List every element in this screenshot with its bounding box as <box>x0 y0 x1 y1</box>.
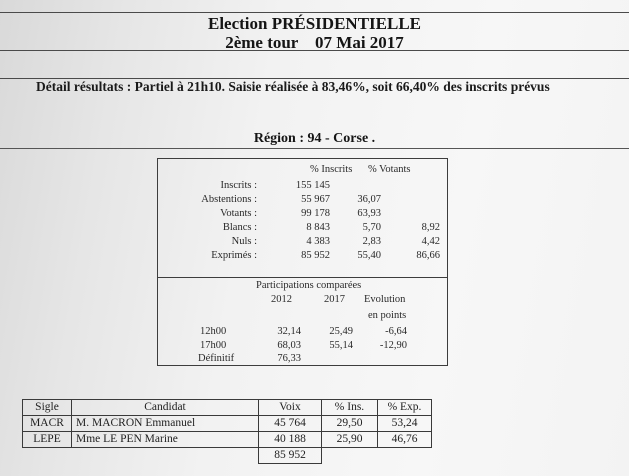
header-pct-ins: % Ins. <box>322 400 378 416</box>
pct-exp-macron: 53,24 <box>378 416 432 432</box>
participation-col-evolution: Evolution <box>364 294 406 305</box>
stat-value-inscrits: 155 145 <box>295 180 330 191</box>
voix-le-pen: 40 188 <box>259 432 322 448</box>
stat-value-abstentions: 55 967 <box>301 194 330 205</box>
stat-pct-votants-nuls: 4,42 <box>421 236 440 247</box>
stat-label-blancs: Blancs : <box>222 222 257 233</box>
participation-12h00-2017: 25,49 <box>329 326 353 337</box>
stat-value-nuls: 4 383 <box>306 236 330 247</box>
pct-ins-le-pen: 25,90 <box>322 432 378 448</box>
pct-exp-le-pen: 46,76 <box>378 432 432 448</box>
stat-pct-inscrits-votants: 63,93 <box>357 208 381 219</box>
header-candidat: Candidat <box>72 400 259 416</box>
stat-pct-votants-exprimes: 86,66 <box>416 250 440 261</box>
participation-col-2012: 2012 <box>271 294 292 305</box>
stat-label-exprimes: Exprimés : <box>211 250 257 261</box>
candidates-table <box>22 399 432 464</box>
participation-col-evolution-unit: en points <box>368 310 407 321</box>
document-subtitle: 2ème tour 07 Mai 2017 <box>225 33 404 52</box>
detail-results-line: Détail résultats : Partiel à 21h10. Saisie réalisée à 83,46%, soit 66,40% des inscrits prévus <box>36 79 550 94</box>
stat-label-nuls: Nuls : <box>231 236 257 247</box>
stat-value-exprimes: 85 952 <box>301 250 330 261</box>
voix-macron: 45 764 <box>259 416 322 432</box>
header-sigle: Sigle <box>23 400 72 416</box>
header-voix: Voix <box>259 400 322 416</box>
header-pct-exp: % Exp. <box>378 400 432 416</box>
sigle-lepe: LEPE <box>23 432 72 448</box>
stats-box <box>157 158 448 366</box>
document-title: Election PRÉSIDENTIELLE <box>207 14 421 33</box>
region-heading: Région : 94 - Corse . <box>253 131 376 146</box>
participation-17h00-evolution: -12,90 <box>379 340 407 351</box>
sigle-macr: MACR <box>23 416 72 432</box>
participation-12h00-evolution: -6,64 <box>385 326 407 337</box>
table-row <box>23 416 432 432</box>
participation-definitif-2012: 76,33 <box>277 353 301 364</box>
spacer-cell <box>23 448 72 464</box>
participation-17h00-2012: 68,03 <box>277 340 301 351</box>
candidates-header-row <box>23 400 432 416</box>
candidat-le-pen: Mme LE PEN Marine <box>72 432 259 448</box>
stat-pct-inscrits-abstentions: 36,07 <box>357 194 381 205</box>
stat-value-votants: 99 178 <box>301 208 330 219</box>
header-pct-inscrits: % Inscrits <box>310 164 353 175</box>
stat-pct-inscrits-nuls: 2,83 <box>362 236 381 247</box>
participation-label-12h00: 12h00 <box>200 326 227 337</box>
spacer-cell <box>378 448 432 464</box>
stat-label-votants: Votants : <box>220 208 257 219</box>
stat-value-blancs: 8 843 <box>306 222 330 233</box>
pct-ins-macron: 29,50 <box>322 416 378 432</box>
top-rule <box>0 12 629 13</box>
table-row <box>23 432 432 448</box>
participation-col-2017: 2017 <box>324 294 345 305</box>
spacer-cell <box>72 448 259 464</box>
participation-12h00-2012: 32,14 <box>277 326 301 337</box>
stat-label-abstentions: Abstentions : <box>201 194 257 205</box>
voix-total: 85 952 <box>259 448 322 464</box>
stat-pct-inscrits-blancs: 5,70 <box>362 222 381 233</box>
stat-pct-inscrits-exprimes: 55,40 <box>357 250 381 261</box>
candidat-macron: M. MACRON Emmanuel <box>72 416 259 432</box>
participation-title: Participations comparées <box>256 280 362 291</box>
total-row <box>23 448 432 464</box>
participation-17h00-2017: 55,14 <box>329 340 353 351</box>
spacer-cell <box>322 448 378 464</box>
header-pct-votants: % Votants <box>368 164 411 175</box>
participation-label-17h00: 17h00 <box>200 340 227 351</box>
stat-label-inscrits: Inscrits : <box>220 180 257 191</box>
stats-divider <box>158 277 447 278</box>
region-rule <box>0 148 629 149</box>
participation-label-definitif: Définitif <box>198 353 235 364</box>
stat-pct-votants-blancs: 8,92 <box>421 222 440 233</box>
